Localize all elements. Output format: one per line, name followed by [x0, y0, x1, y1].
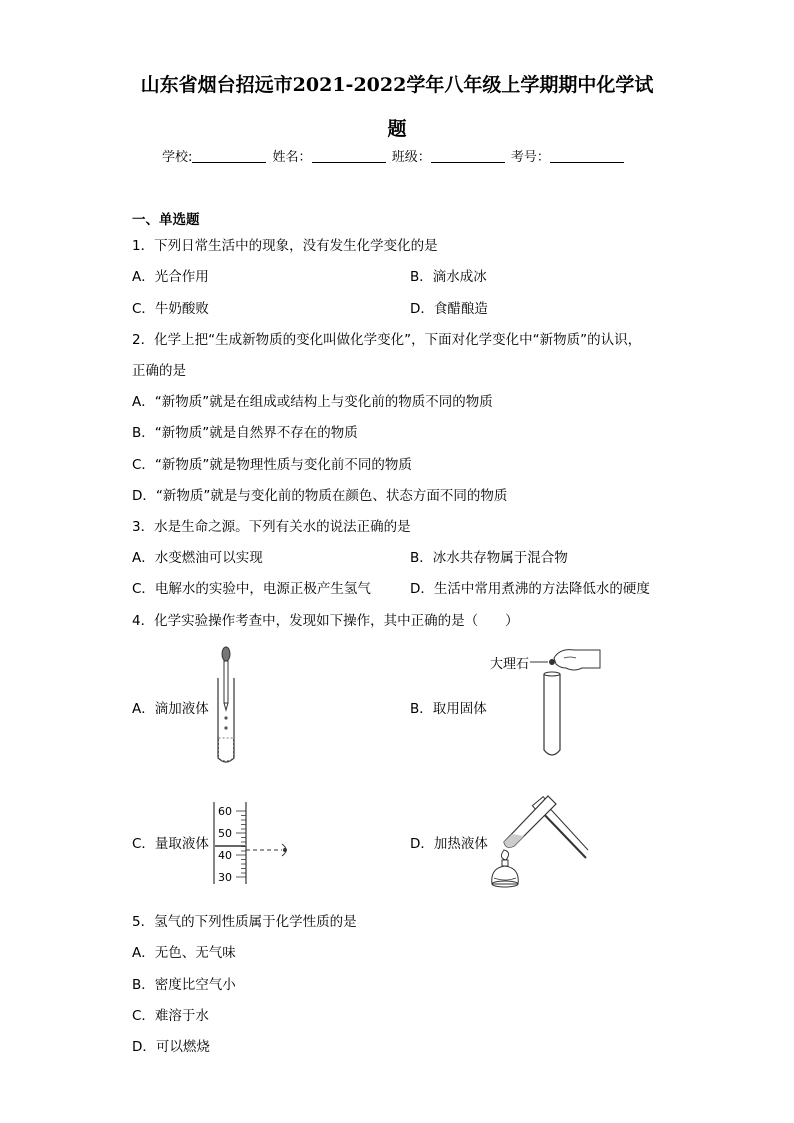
q2-stem-line2: 正确的是 — [132, 363, 186, 379]
tick-label-50: 50 — [218, 827, 232, 840]
q4-option-b: B．取用固体 — [410, 701, 487, 717]
q4-option-a: A．滴加液体 — [132, 701, 209, 717]
dropper-test-tube-figure — [206, 642, 246, 770]
solid-test-tube-figure — [530, 646, 602, 762]
school-blank[interactable] — [192, 149, 266, 163]
q2-option-d: D．“新物质”就是与变化前的物质在颜色、状态方面不同的物质 — [132, 488, 508, 504]
q5-stem: 5．氢气的下列性质属于化学性质的是 — [132, 914, 357, 930]
tick-label-60: 60 — [218, 805, 232, 818]
q1-option-a: A．光合作用 — [132, 269, 209, 285]
alcohol-lamp-icon — [492, 850, 518, 887]
student-info-row — [162, 146, 626, 165]
q2-stem-line1: 2．化学上把“生成新物质的变化叫做化学变化”，下面对化学变化中“新物质”的认识， — [132, 332, 642, 348]
marble-label: 大理石 — [490, 657, 530, 672]
q5-option-d: D．可以燃烧 — [132, 1039, 210, 1055]
q1-stem: 1．下列日常生活中的现象，没有发生化学变化的是 — [132, 238, 438, 254]
class-label: 班级： — [391, 150, 431, 165]
q2-option-b: B．“新物质”就是自然界不存在的物质 — [132, 425, 358, 441]
exam-title-line1: 山东省烟台招远市2021-2022学年八年级上学期期中化学试 — [140, 74, 654, 96]
section-heading: 一、单选题 — [132, 212, 200, 228]
test-tube-icon — [544, 672, 560, 755]
q5-option-c: C．难溶于水 — [132, 1008, 209, 1024]
exam-title-line2: 题 — [387, 118, 407, 140]
heating-liquid-figure — [488, 792, 592, 892]
q3-option-c: C．电解水的实验中，电源正极产生氢气 — [132, 581, 371, 597]
q4-option-d: D．加热液体 — [410, 836, 488, 852]
q2-option-a: A．“新物质”就是在组成或结构上与变化前的物质不同的物质 — [132, 394, 493, 410]
marble-piece-icon — [549, 659, 555, 665]
q1-option-b: B．滴水成冰 — [410, 269, 487, 285]
graduated-cylinder-icon — [214, 802, 246, 884]
name-blank[interactable] — [312, 149, 386, 163]
q1-option-c: C．牛奶酸败 — [132, 301, 209, 317]
q3-option-b: B．冰水共存物属于混合物 — [410, 550, 568, 566]
dropper-icon — [222, 647, 230, 710]
hand-icon — [554, 650, 600, 670]
q5-option-b: B．密度比空气小 — [132, 977, 236, 993]
exam-no-label: 考号： — [510, 150, 550, 165]
q3-stem: 3．水是生命之源。下列有关水的说法正确的是 — [132, 519, 411, 535]
tick-label-30: 30 — [218, 871, 232, 884]
exam-no-blank[interactable] — [550, 149, 624, 163]
graduated-cylinder-figure — [206, 798, 298, 888]
q4-option-c: C．量取液体 — [132, 836, 209, 852]
q3-option-d: D．生活中常用煮沸的方法降低水的硬度 — [410, 581, 650, 597]
school-label: 学校: — [162, 150, 193, 165]
q1-option-d: D．食醋酿造 — [410, 301, 488, 317]
q5-option-a: A．无色、无气味 — [132, 945, 236, 961]
name-label: 姓名： — [272, 150, 312, 165]
eye-icon — [282, 844, 287, 856]
tick-label-40: 40 — [218, 849, 232, 862]
q3-option-a: A．水变燃油可以实现 — [132, 550, 263, 566]
test-tube-icon — [504, 796, 556, 847]
q2-option-c: C．“新物质”就是物理性质与变化前不同的物质 — [132, 457, 412, 473]
q4-stem: 4．化学实验操作考查中，发现如下操作，其中正确的是（ ） — [132, 613, 519, 629]
class-blank[interactable] — [431, 149, 505, 163]
